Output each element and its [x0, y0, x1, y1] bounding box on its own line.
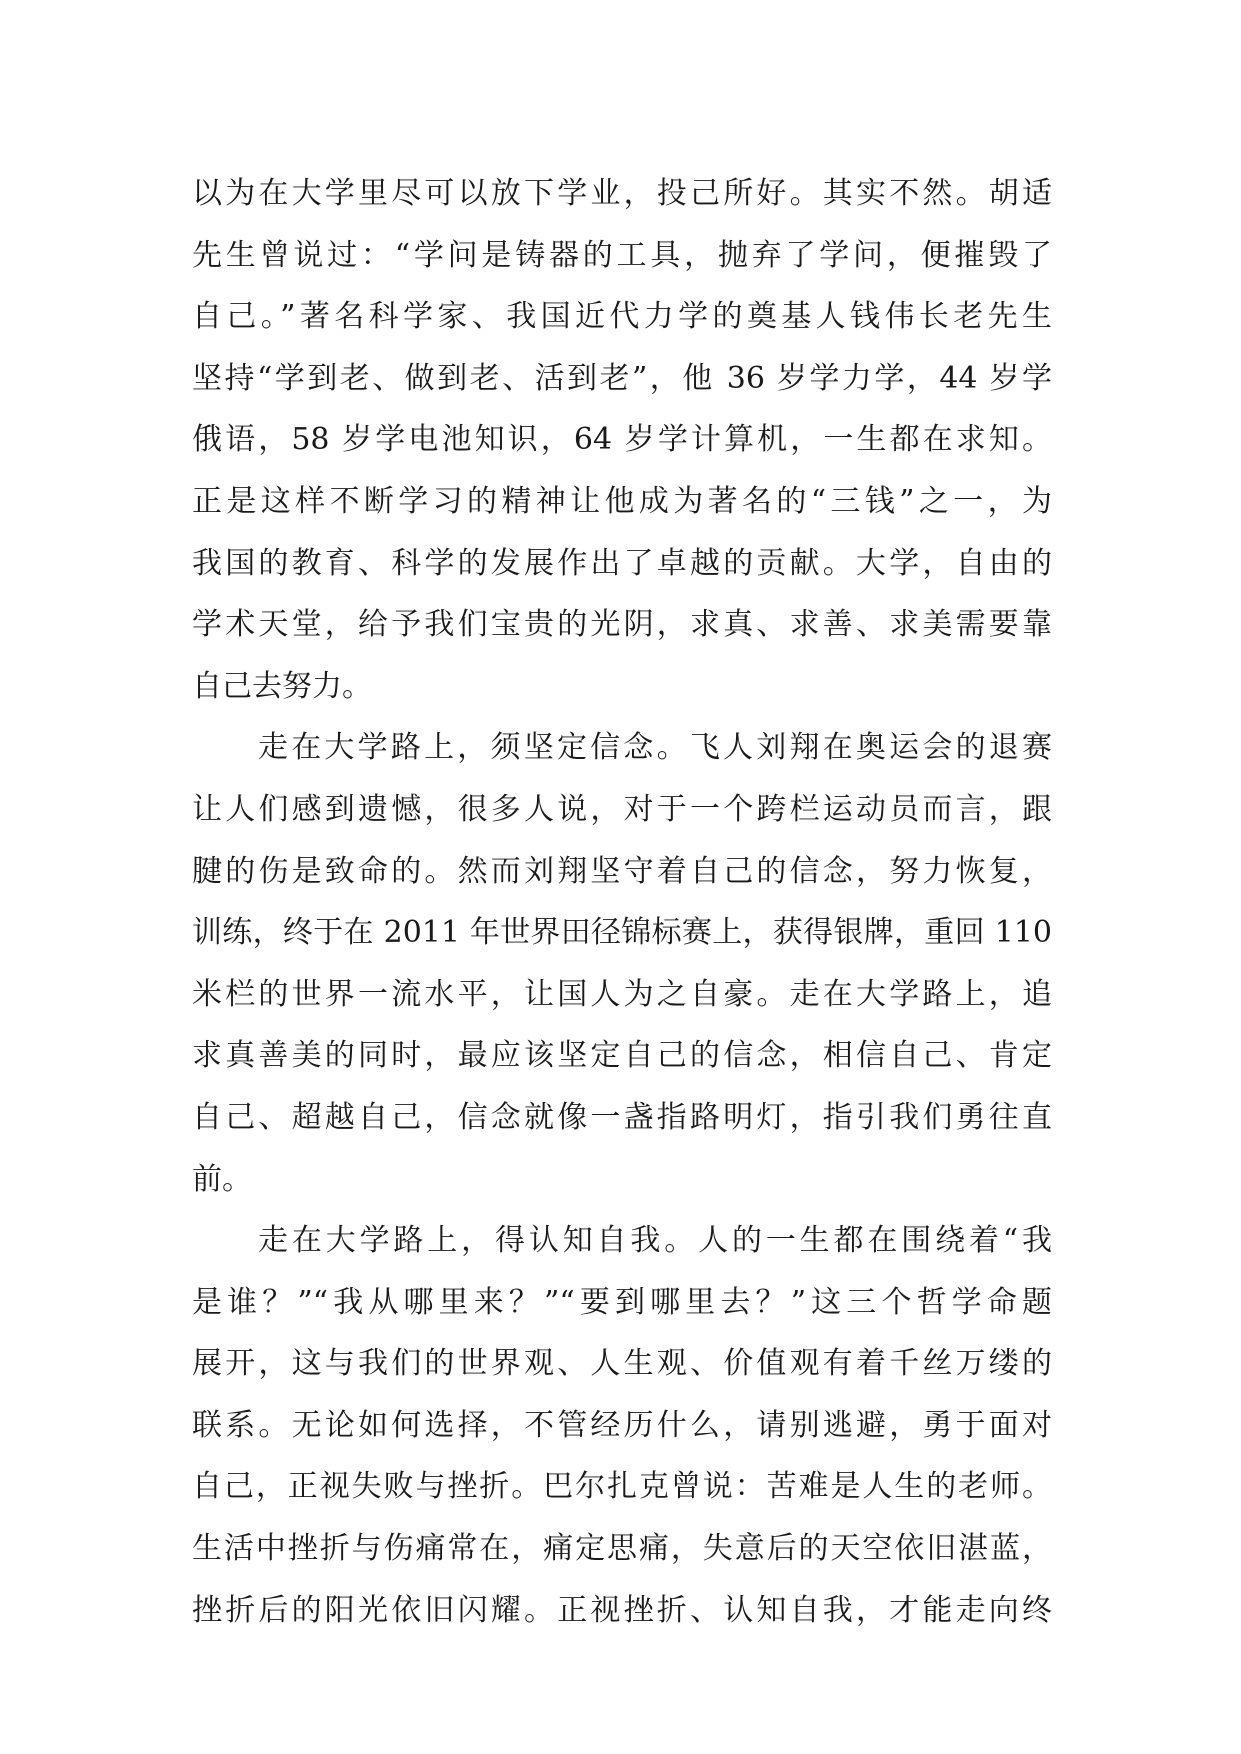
text-line: 腱的伤是致命的。然而刘翔坚守着自己的信念，努力恢复，: [192, 853, 1052, 889]
text-line: 生活中挫折与伤痛常在，痛定思痛，失意后的天空依旧湛蓝，: [192, 1531, 1052, 1567]
text-line: 自己。”著名科学家、我国近代力学的奠基人钱伟长老先生: [192, 299, 1052, 335]
text-line: 正是这样不断学习的精神让他成为著名的“三钱”之一，为: [192, 483, 1052, 519]
text-line: 训练，终于在 2011 年世界田径锦标赛上，获得银牌，重回 110: [192, 915, 1052, 951]
text-line: 以为在大学里尽可以放下学业，投己所好。其实不然。胡适: [192, 176, 1052, 211]
text-line: 我国的教育、科学的发展作出了卓越的贡献。大学，自由的: [192, 545, 1052, 581]
text-line: 求真善美的同时，最应该坚定自己的信念，相信自己、肯定: [192, 1038, 1052, 1074]
text-line: 展开，这与我们的世界观、人生观、价值观有着千丝万缕的: [192, 1346, 1052, 1382]
paragraph-first-line: 走在大学路上，须坚定信念。飞人刘翔在奥运会的退赛: [258, 730, 1052, 766]
body-text: [192, 163, 1052, 1641]
text-line: 米栏的世界一流水平，让国人为之自豪。走在大学路上，追: [192, 976, 1052, 1012]
text-line: 俄语，58 岁学电池知识，64 岁学计算机，一生都在求知。: [192, 422, 1052, 458]
text-line: 联系。无论如何选择，不管经历什么，请别逃避，勇于面对: [192, 1407, 1052, 1443]
text-line: 学术天堂，给予我们宝贵的光阴，求真、求善、求美需要靠: [192, 607, 1052, 643]
text-line: 自己、超越自己，信念就像一盏指路明灯，指引我们勇往直: [192, 1099, 1052, 1135]
text-line: 让人们感到遗憾，很多人说，对于一个跨栏运动员而言，跟: [192, 791, 1052, 827]
text-line: 自己去努力。: [192, 668, 372, 704]
paragraph-first-line: 走在大学路上，得认知自我。人的一生都在围绕着“我: [258, 1223, 1052, 1259]
text-line: 挫折后的阳光依旧闪耀。正视挫折、认知自我，才能走向终: [192, 1592, 1052, 1628]
text-line: 是谁？”“我从哪里来？”“要到哪里去？”这三个哲学命题: [192, 1284, 1052, 1320]
text-line: 自己，正视失败与挫折。巴尔扎克曾说：苦难是人生的老师。: [192, 1469, 1052, 1505]
text-line: 坚持“学到老、做到老、活到老”，他 36 岁学力学，44 岁学: [192, 360, 1052, 396]
text-line: 前。: [192, 1161, 252, 1197]
text-line: 先生曾说过：“学问是铸器的工具，抛弃了学问，便摧毁了: [192, 237, 1052, 273]
